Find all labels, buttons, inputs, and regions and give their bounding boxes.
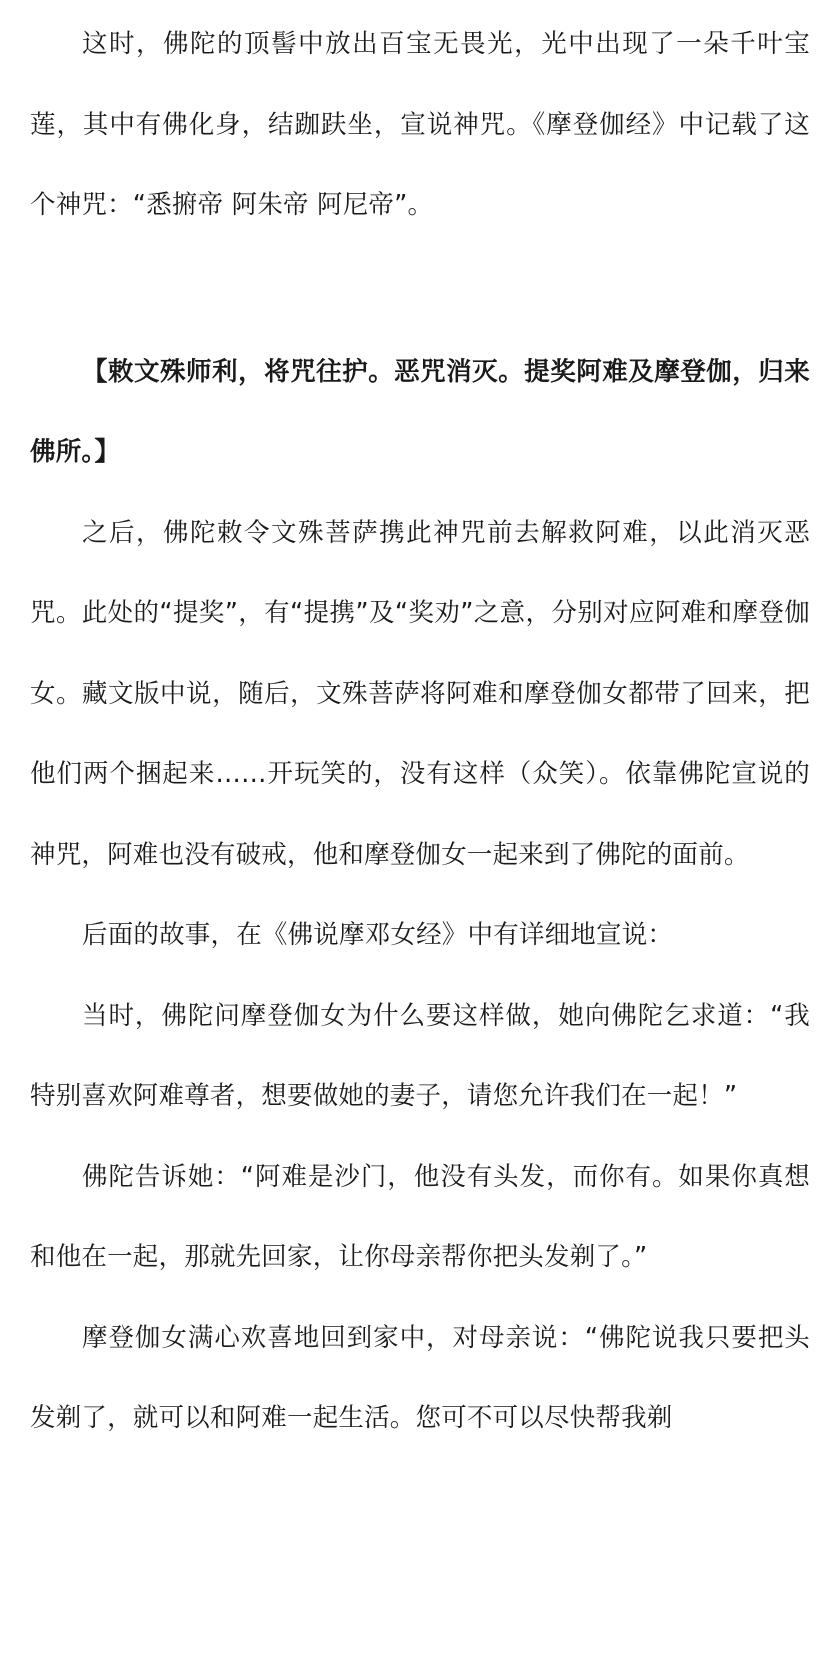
paragraph-matangi-request: 当时，佛陀问摩登伽女为什么要这样做，她向佛陀乞求道：“我特别喜欢阿难尊者，想要做她的妻子，请您允许我们在一起！” [30, 1000, 810, 1111]
paragraph-manjushri-rescue: 之后，佛陀敕令文殊菩萨携此神咒前去解救阿难，以此消灭恶咒。此处的“提奖”，有“提携”及“奖劝”之意，分别对应阿难和摩登伽女。藏文版中说，随后，文殊菩萨将阿难和摩登伽女都带了回来，把他们两个捆起来……开玩笑的，没有这样（众笑）。依靠佛陀宣说的神咒，阿难也没有破戒，他和摩登伽女一起来到了佛陀的面前。 [30, 517, 810, 870]
paragraph-later-story: 后面的故事，在《佛说摩邓女经》中有详细地宣说： [82, 920, 674, 950]
paragraph-matangi-returns-home: 摩登伽女满心欢喜地回到家中，对母亲说：“佛陀说我只要把头发剃了，就可以和阿难一起生活。您可不可以尽快帮我剃 [30, 1322, 810, 1433]
paragraph-light-emission: 这时，佛陀的顶髻中放出百宝无畏光，光中出现了一朵千叶宝莲，其中有佛化身，结跏趺坐，宣说神咒。《摩登伽经》中记载了这个神咒：“悉捬帝 阿朱帝 阿尼帝”。 [30, 29, 810, 220]
article-body [30, 4, 810, 1459]
sutra-quote: 【敕文殊师利，将咒往护。恶咒消灭。提奖阿难及摩登伽，归来佛所。】 [30, 356, 810, 467]
paragraph-buddha-reply: 佛陀告诉她：“阿难是沙门，他没有头发，而你有。如果你真想和他在一起，那就先回家，让你母亲帮你把头发剃了。” [30, 1161, 810, 1272]
